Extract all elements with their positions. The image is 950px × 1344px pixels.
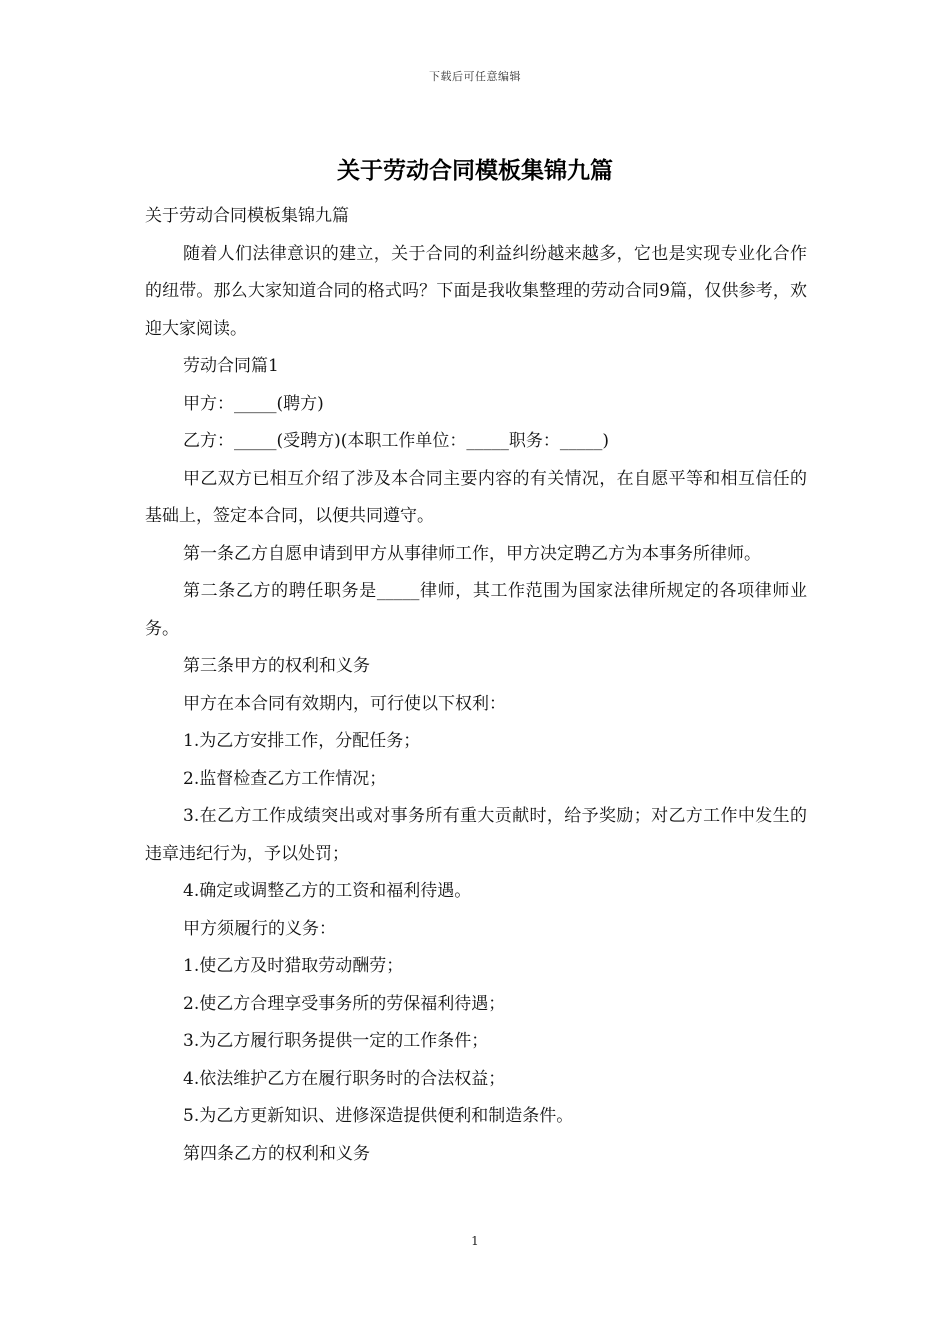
list-item: 5.为乙方更新知识、进修深造提供便利和制造条件。 [183,1106,574,1126]
list-item: 1.使乙方及时猎取劳动酬劳； [183,956,404,976]
list-item: 4.依法维护乙方在履行职务时的合法权益； [183,1068,506,1089]
paragraph-article-2: 第二条乙方的聘任职务是_____律师，其工作范围为国家法律所规定的各项律师业务。 [145,581,807,639]
paragraph-section-heading: 劳动合同篇1 [183,356,279,376]
page-header-note: 下载后可任意编辑 [429,70,521,83]
document-body [145,198,807,1173]
paragraph-intro: 随着人们法律意识的建立，关于合同的利益纠纷越来越多，它也是实现专业化合作的纽带。那么大家知道合同的格式吗？下面是我收集整理的劳动合同9篇，仅供参考，欢迎大家阅读。 [145,243,807,339]
document-title: 关于劳动合同模板集锦九篇 [337,157,613,184]
paragraph-party-a-duties-intro: 甲方须履行的义务： [183,918,336,939]
list-item: 2.使乙方合理享受事务所的劳保福利待遇； [183,993,506,1014]
list-item: 3.在乙方工作成绩突出或对事务所有重大贡献时，给予奖励；对乙方工作中发生的违章违纪行为，予以处罚； [145,806,807,864]
paragraph-party-a-rights-intro: 甲方在本合同有效期内，可行使以下权利： [183,693,506,714]
paragraph-party-a: 甲方：_____(聘方) [183,393,324,414]
list-item: 2.监督检查乙方工作情况； [183,768,387,789]
paragraph-article-1: 第一条乙方自愿申请到甲方从事律师工作，甲方决定聘乙方为本事务所律师。 [183,543,761,564]
paragraph-party-b: 乙方：_____(受聘方)(本职工作单位：_____职务：_____) [183,431,610,451]
page-number: 1 [471,1234,479,1248]
paragraph-preamble: 甲乙双方已相互介绍了涉及本合同主要内容的有关情况，在自愿平等和相互信任的基础上，签定本合同，以便共同遵守。 [145,468,807,526]
paragraph-subtitle: 关于劳动合同模板集锦九篇 [145,206,349,226]
paragraph-article-3-heading: 第三条甲方的权利和义务 [183,656,370,676]
list-item: 1.为乙方安排工作，分配任务； [183,731,421,751]
list-item: 4.确定或调整乙方的工资和福利待遇。 [183,881,472,901]
list-item: 3.为乙方履行职务提供一定的工作条件； [183,1031,489,1051]
paragraph-article-4-heading: 第四条乙方的权利和义务 [183,1143,370,1164]
